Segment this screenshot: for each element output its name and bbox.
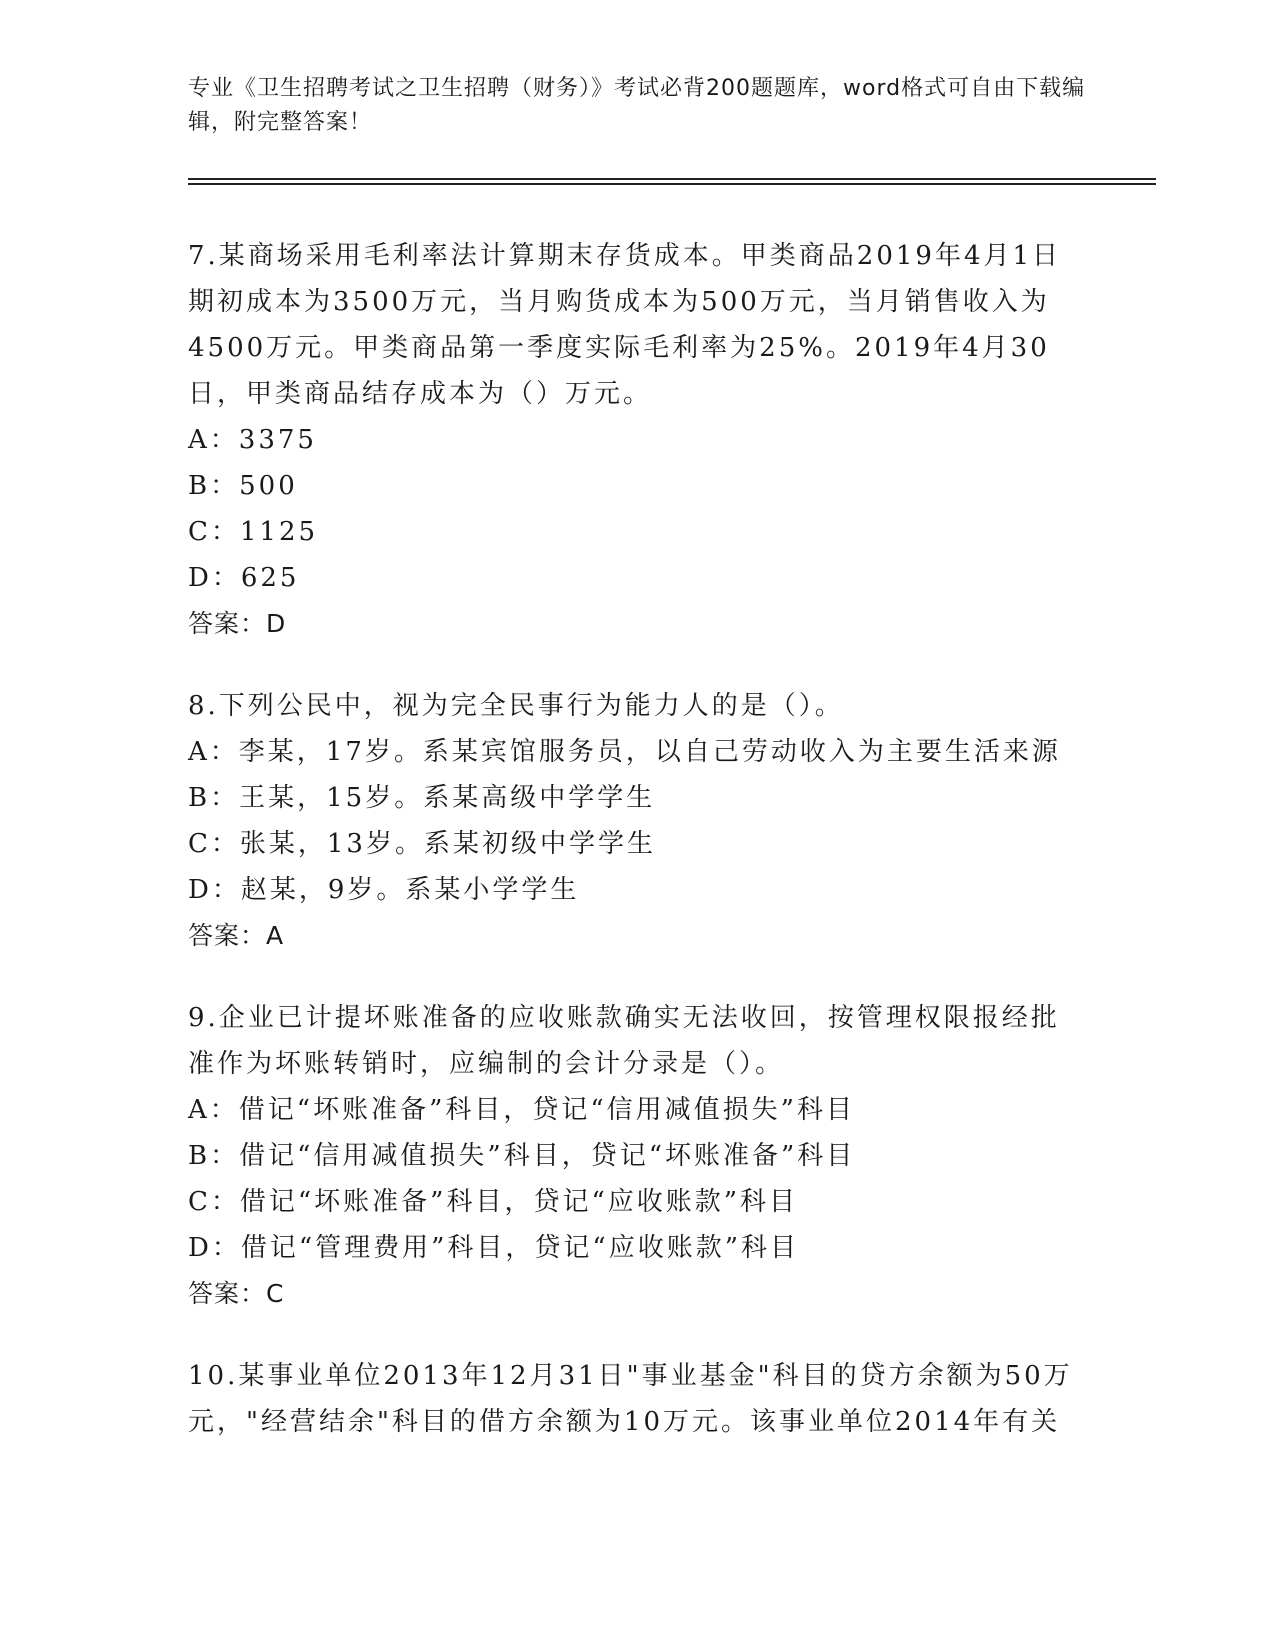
- answer-line: 答案：D: [188, 609, 287, 638]
- question-10: [188, 1353, 1088, 1445]
- option-c: C：张某，13岁。系某初级中学学生: [188, 829, 656, 859]
- header-rule-top: [188, 178, 1156, 180]
- option-d: D：借记“管理费用”科目，贷记“应收账款”科目: [188, 1233, 800, 1263]
- question-7: [188, 233, 1088, 647]
- option-a: A：借记“坏账准备”科目，贷记“信用减值损失”科目: [188, 1095, 855, 1125]
- question-stem: 10.某事业单位2013年12月31日"事业基金"科目的贷方余额为50万元，"经营结余"科目的借方余额为10万元。该事业单位2014年有关: [188, 1361, 1073, 1437]
- option-b: B：王某，15岁。系某高级中学学生: [188, 783, 656, 813]
- option-a: A：3375: [188, 425, 317, 455]
- option-c: C：1125: [188, 517, 319, 547]
- question-stem: 8.下列公民中，视为完全民事行为能力人的是（）。: [188, 691, 844, 721]
- option-b: B：借记“信用减值损失”科目，贷记“坏账准备”科目: [188, 1141, 856, 1171]
- answer-line: 答案：A: [188, 921, 285, 950]
- question-8: [188, 683, 1088, 959]
- question-stem: 7.某商场采用毛利率法计算期末存货成本。甲类商品2019年4月1日期初成本为3500万元，当月购货成本为500万元，当月销售收入为4500万元。甲类商品第一季度实际毛利率为25%。2019年4月30日，甲类商品结存成本为（）万元。: [188, 241, 1062, 409]
- document-header: [188, 72, 1088, 140]
- question-list: [188, 233, 1088, 1481]
- option-c: C：借记“坏账准备”科目，贷记“应收账款”科目: [188, 1187, 799, 1217]
- question-stem: 9.企业已计提坏账准备的应收账款确实无法收回，按管理权限报经批准作为坏账转销时，应编制的会计分录是（）。: [188, 1003, 1060, 1079]
- option-b: B：500: [188, 471, 298, 501]
- answer-line: 答案：C: [188, 1279, 285, 1308]
- option-a: A：李某，17岁。系某宾馆服务员，以自己劳动收入为主要生活来源: [188, 737, 1061, 767]
- option-d: D：赵某，9岁。系某小学学生: [188, 875, 580, 905]
- header-title: 专业《卫生招聘考试之卫生招聘（财务）》考试必背200题题库，word格式可自由下载编辑，附完整答案！: [188, 76, 1086, 135]
- option-d: D：625: [188, 563, 300, 593]
- question-9: [188, 995, 1088, 1317]
- header-rule-bottom: [188, 183, 1156, 185]
